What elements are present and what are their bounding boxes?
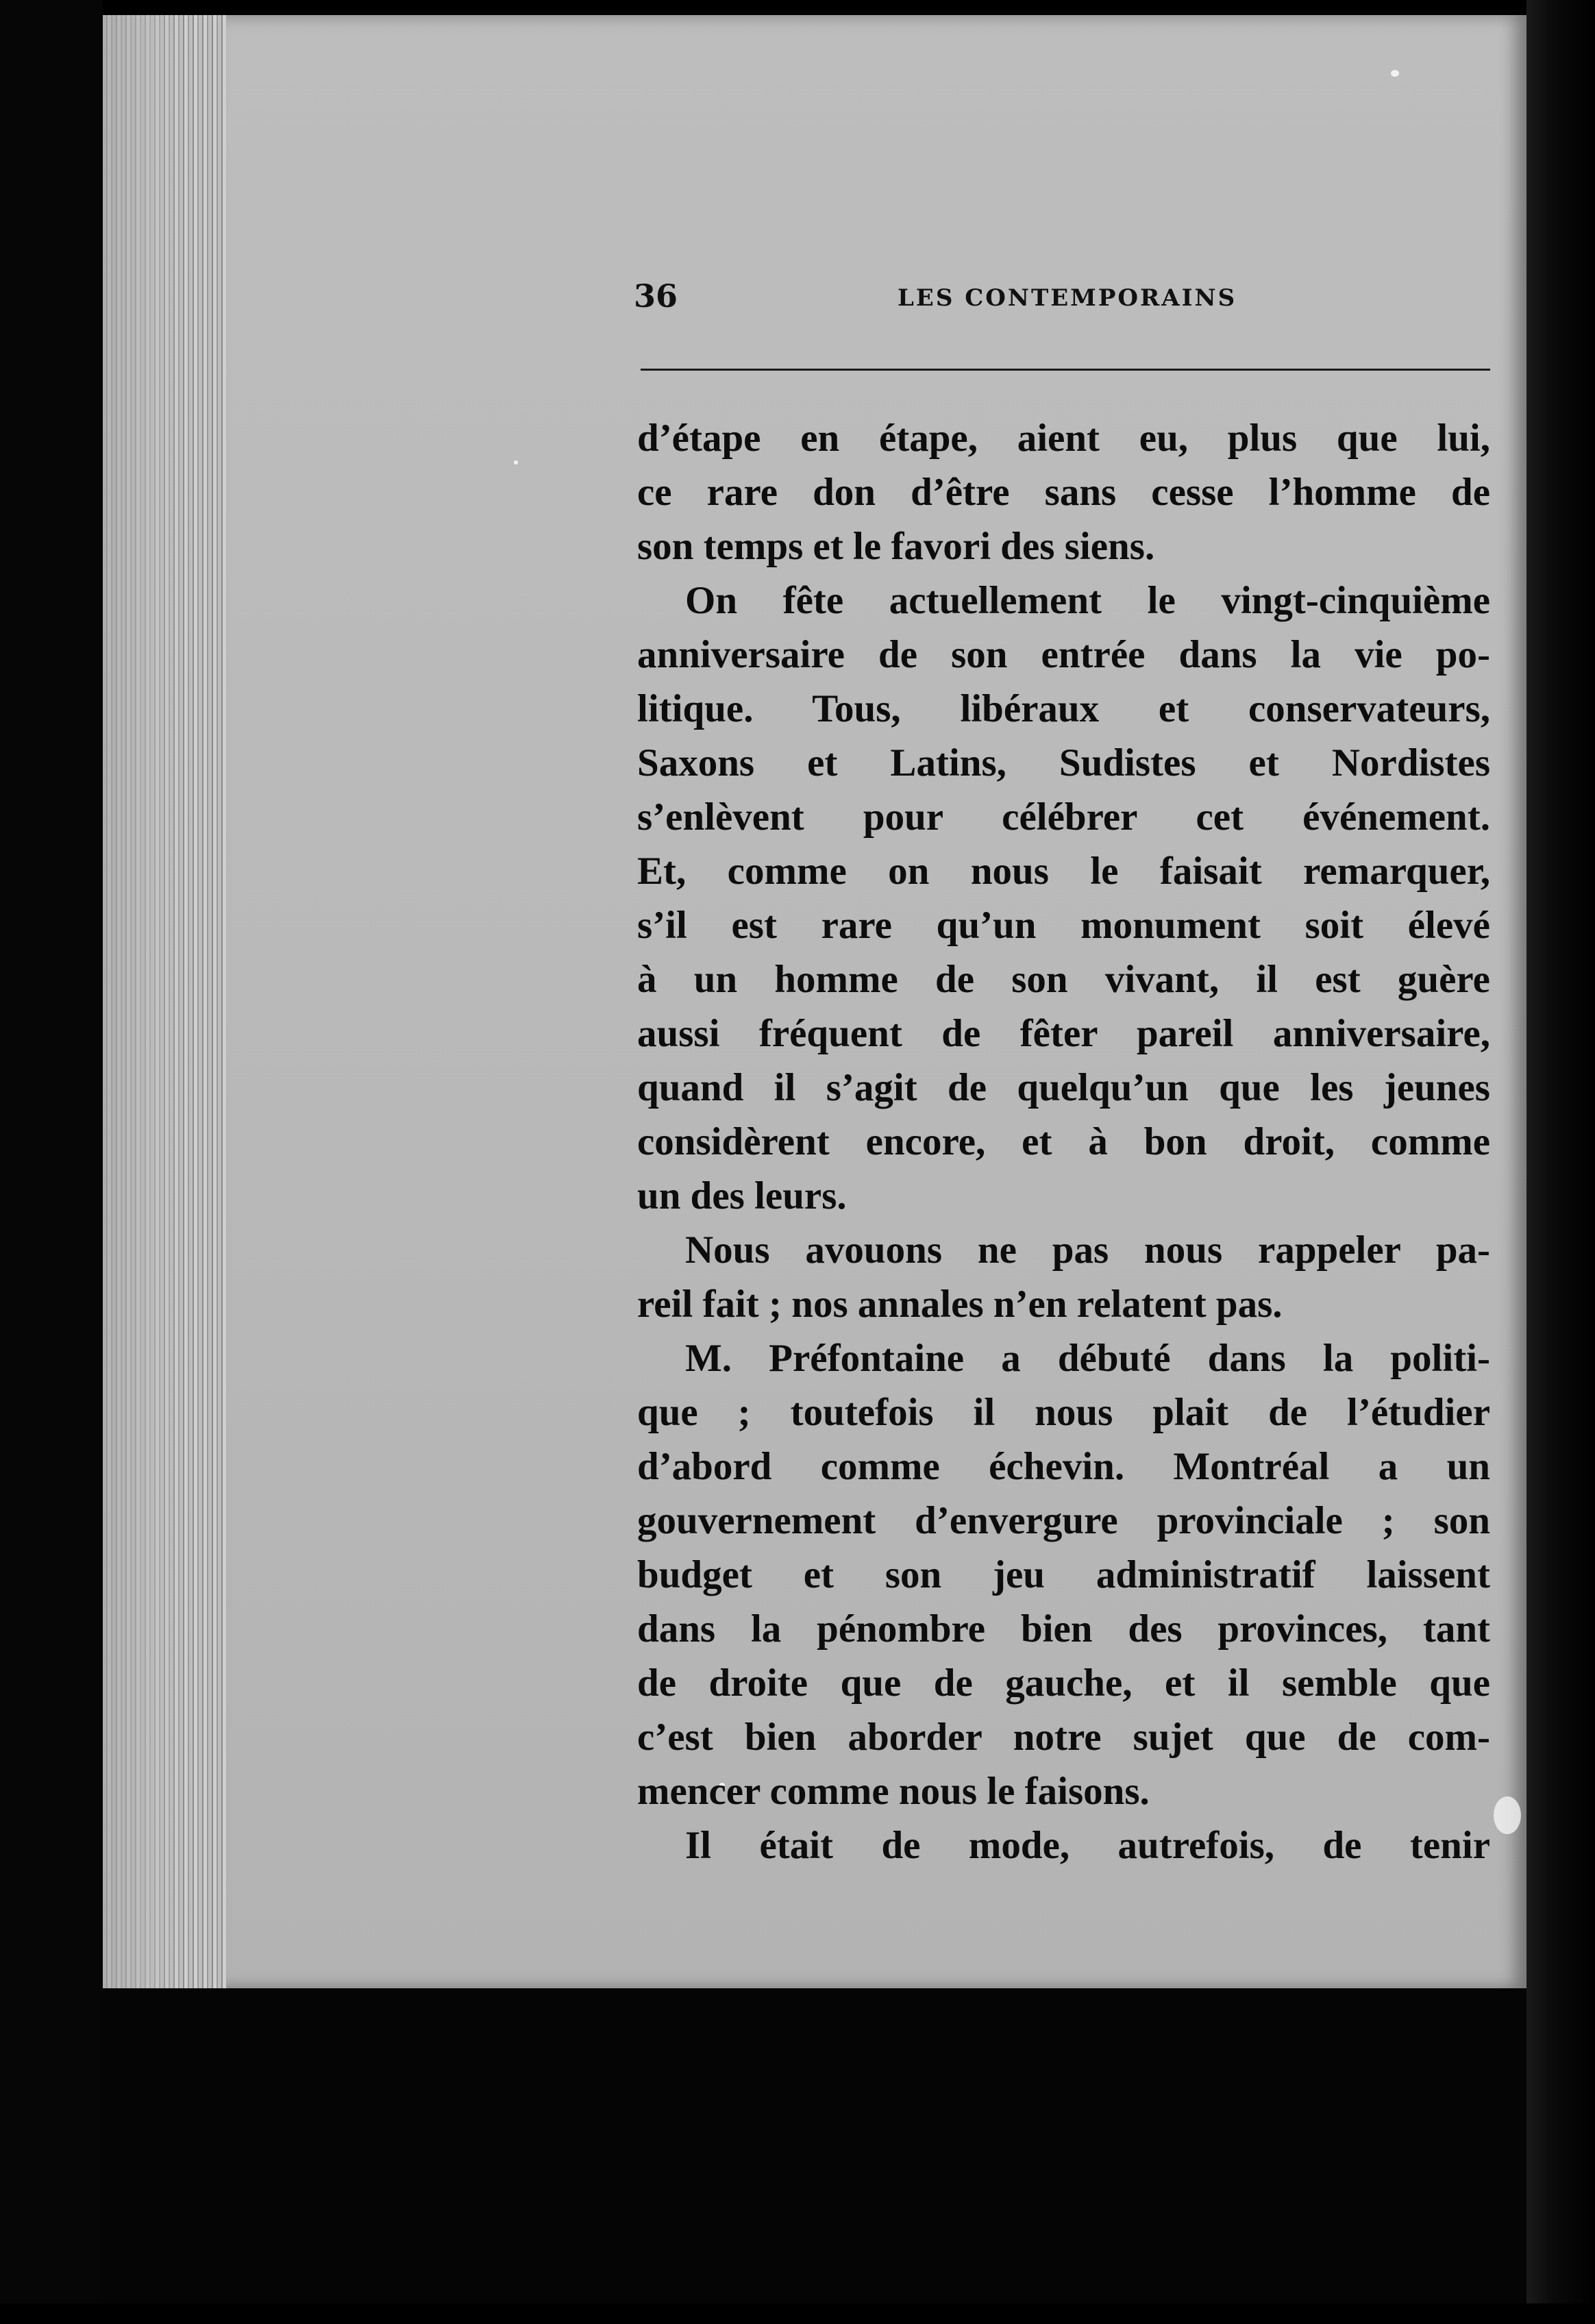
text-line: Saxons et Latins, Sudistes et Nordistes xyxy=(637,741,1490,784)
text-line: mencer comme nous le faisons. xyxy=(637,1770,1150,1813)
text-line: aussi fréquent de fêter pareil anniversaire, xyxy=(637,1012,1490,1055)
paragraph xyxy=(637,411,1490,573)
text-line: Nous avouons ne pas nous rappeler pa- xyxy=(685,1228,1490,1272)
text-line: budget et son jeu administratif laissent xyxy=(637,1553,1490,1596)
scan-border-bottom xyxy=(0,2303,1595,2324)
text-line: reil fait ; nos annales n’en relatent pas. xyxy=(637,1283,1283,1326)
text-line: d’abord comme échevin. Montréal a un xyxy=(637,1445,1490,1488)
page-number: 36 xyxy=(634,277,678,314)
paragraph xyxy=(637,573,1490,1223)
scan-border-left xyxy=(0,0,103,2324)
header-rule xyxy=(641,369,1490,371)
text-line: que ; toutefois il nous plait de l’étudier xyxy=(637,1391,1490,1434)
text-line: ce rare don d’être sans cesse l’homme de xyxy=(637,471,1490,514)
dust-speck xyxy=(1391,70,1399,77)
text-line: de droite que de gauche, et il semble que xyxy=(637,1661,1490,1705)
text-line: un des leurs. xyxy=(637,1174,847,1217)
text-line: son temps et le favori des siens. xyxy=(637,525,1155,568)
dust-speck xyxy=(1494,1796,1521,1834)
text-line: quand il s’agit de quelqu’un que les jeunes xyxy=(637,1066,1490,1109)
running-head xyxy=(634,277,1490,325)
text-line: Et, comme on nous le faisait remarquer, xyxy=(637,850,1490,893)
text-line: litique. Tous, libéraux et conservateurs, xyxy=(637,687,1490,730)
body-text xyxy=(637,411,1490,1872)
text-line: d’étape en étape, aient eu, plus que lui, xyxy=(637,417,1490,460)
dust-speck xyxy=(514,460,518,465)
text-line: s’il est rare qu’un monument soit élevé xyxy=(637,904,1490,947)
text-line: anniversaire de son entrée dans la vie po- xyxy=(637,633,1490,676)
text-line: On fête actuellement le vingt-cinquième xyxy=(685,579,1490,622)
text-line: à un homme de son vivant, il est guère xyxy=(637,958,1490,1001)
running-title: LES CONTEMPORAINS xyxy=(898,284,1237,312)
page-edges-shade xyxy=(103,15,185,1988)
text-line: M. Préfontaine a débuté dans la politi- xyxy=(685,1337,1490,1380)
text-line: Il était de mode, autrefois, de tenir xyxy=(685,1824,1490,1867)
text-line: c’est bien aborder notre sujet que de com- xyxy=(637,1716,1490,1759)
paragraph xyxy=(637,1223,1490,1331)
scan-border-right xyxy=(1526,0,1595,2324)
text-line: dans la pénombre bien des provinces, tant xyxy=(637,1607,1490,1651)
text-line: s’enlèvent pour célébrer cet événement. xyxy=(637,795,1490,839)
paragraph xyxy=(637,1818,1490,1872)
paragraph xyxy=(637,1331,1490,1818)
text-line: considèrent encore, et à bon droit, comme xyxy=(637,1120,1490,1163)
scan-border-top xyxy=(0,0,1595,15)
text-line: gouvernement d’envergure provinciale ; son xyxy=(637,1499,1490,1542)
